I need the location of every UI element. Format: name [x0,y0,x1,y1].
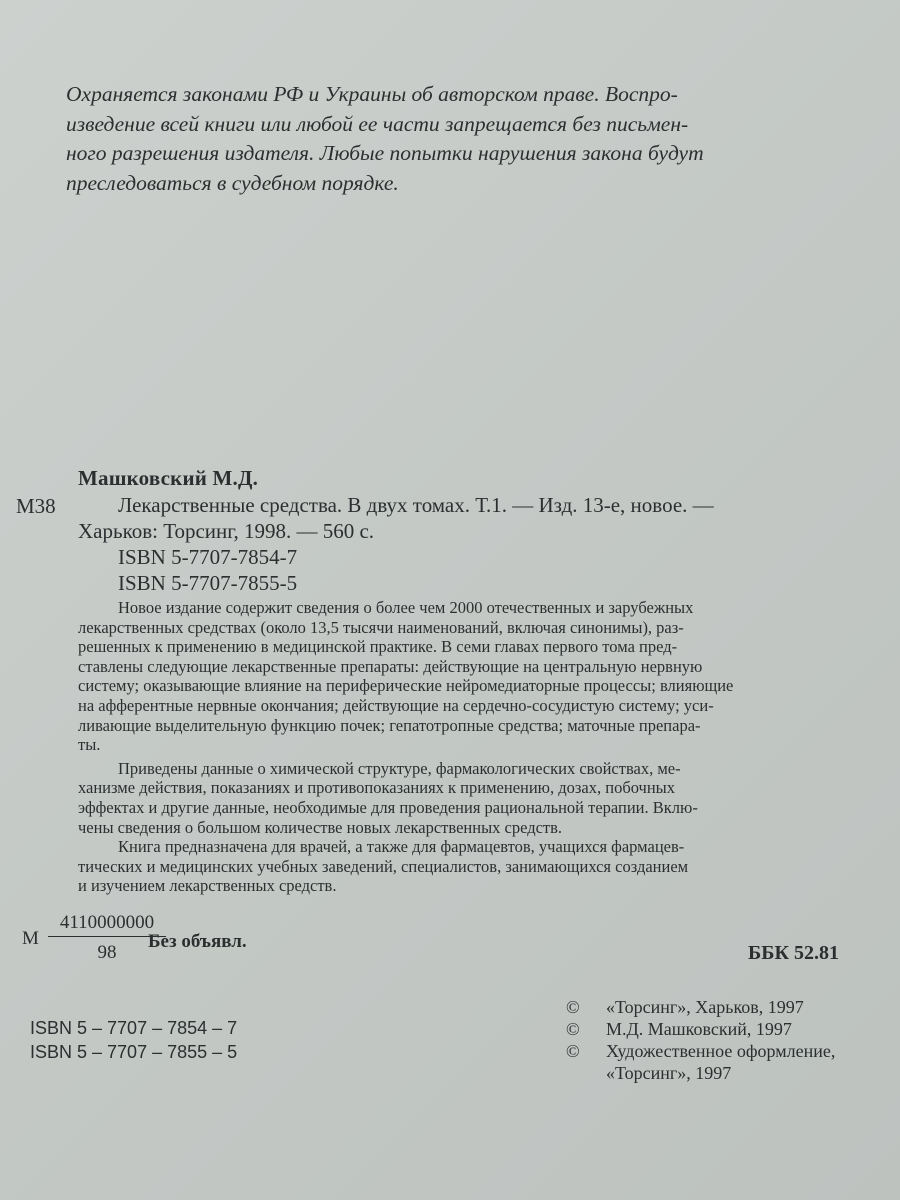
isbn-line: ISBN 5-7707-7855-5 [118,571,298,595]
copyright-holders [566,996,835,1084]
copyright-notice [66,80,806,198]
copyright-row [566,1040,835,1062]
abstract-line: ханизме действия, показаниях и противопоказаниях к применению, дозах, побочных [78,778,675,798]
abstract-line: тических и медицинских учебных заведений, специалистов, занимающихся созданием [78,856,689,876]
abstract [78,598,818,896]
abstract-line: Приведены данные о химической структуре, фармакологических свойствах, ме- [118,758,681,778]
abstract-line: ливающие выделительную функцию почек; гепатотропные средства; маточные препара- [78,715,701,735]
author-name: Машковский М.Д. [78,466,259,490]
abstract-line: Книга предназначена для врачей, а также для фармацевтов, учащихся фармацев- [118,837,685,857]
abstract-line: ставлены следующие лекарственные препараты: действующие на центральную нервную [78,656,703,676]
abstract-line: чены сведения о большом количестве новых лекарственных средств. [78,817,563,837]
isbn-line: ISBN 5-7707-7854-7 [118,545,298,569]
abstract-line: Новое издание содержит сведения о более чем 2000 отечественных и зарубежных [118,598,694,617]
notice-line: Охраняется законами РФ и Украины об авторском праве. Воспро- [66,82,678,106]
notice-line: преследоваться в судебном порядке. [66,170,399,195]
abstract-line: и изучением лекарственных средств. [78,876,337,896]
biblio-line: Харьков: Торсинг, 1998. — 560 с. [78,519,375,543]
bbk-code: ББК 52.81 [748,942,839,964]
call-number: М38 [16,494,56,518]
copyright-symbol: © [566,1041,580,1061]
copyright-holder: М.Д. Машковский, 1997 [606,1019,792,1039]
abstract-line: на афферентные нервные окончания; действующие на сердечно-сосудистую систему; уси- [78,695,714,715]
abstract-line: систему; оказывающие влияние на периферические нейромедиаторные процессы; влияющие [78,676,734,696]
copyright-holder: «Торсинг», Харьков, 1997 [606,997,804,1017]
isbn-line: ISBN 5 – 7707 – 7854 – 7 [30,1018,238,1038]
index-denominator: 98 [97,942,117,963]
index-numerator: 4110000000 [48,912,166,937]
copyright-continuation: «Торсинг», 1997 [606,1063,732,1083]
copyright-symbol: © [566,1019,580,1039]
index-letter: М [22,928,39,949]
abstract-line: эффектах и другие данные, необходимые для проведения рациональной терапии. Вклю- [78,797,698,817]
copyright-symbol: © [566,997,580,1017]
isbn-block [30,1016,237,1064]
copyright-holder: Художественное оформление, [606,1041,836,1061]
abstract-line: решенных к применению в медицинской практике. В семи главах первого тома пред- [78,637,678,657]
isbn-line: ISBN 5 – 7707 – 7855 – 5 [30,1042,238,1062]
no-ads-note: Без объявл. [148,931,247,952]
notice-line: ного разрешения издателя. Любые попытки нарушения закона будут [66,141,704,165]
bibliographic-record [78,492,838,596]
biblio-line: Лекарственные средства. В двух томах. Т.1. — Изд. 13-е, новое. — [118,493,714,517]
copyright-row [566,1018,835,1040]
abstract-line: ты. [78,735,101,755]
abstract-line: лекарственных средствах (около 13,5 тысячи наименований, включая синонимы), раз- [78,617,684,637]
copyright-row [566,996,835,1018]
notice-line: изведение всей книги или любой ее части запрещается без письмен- [66,111,689,136]
